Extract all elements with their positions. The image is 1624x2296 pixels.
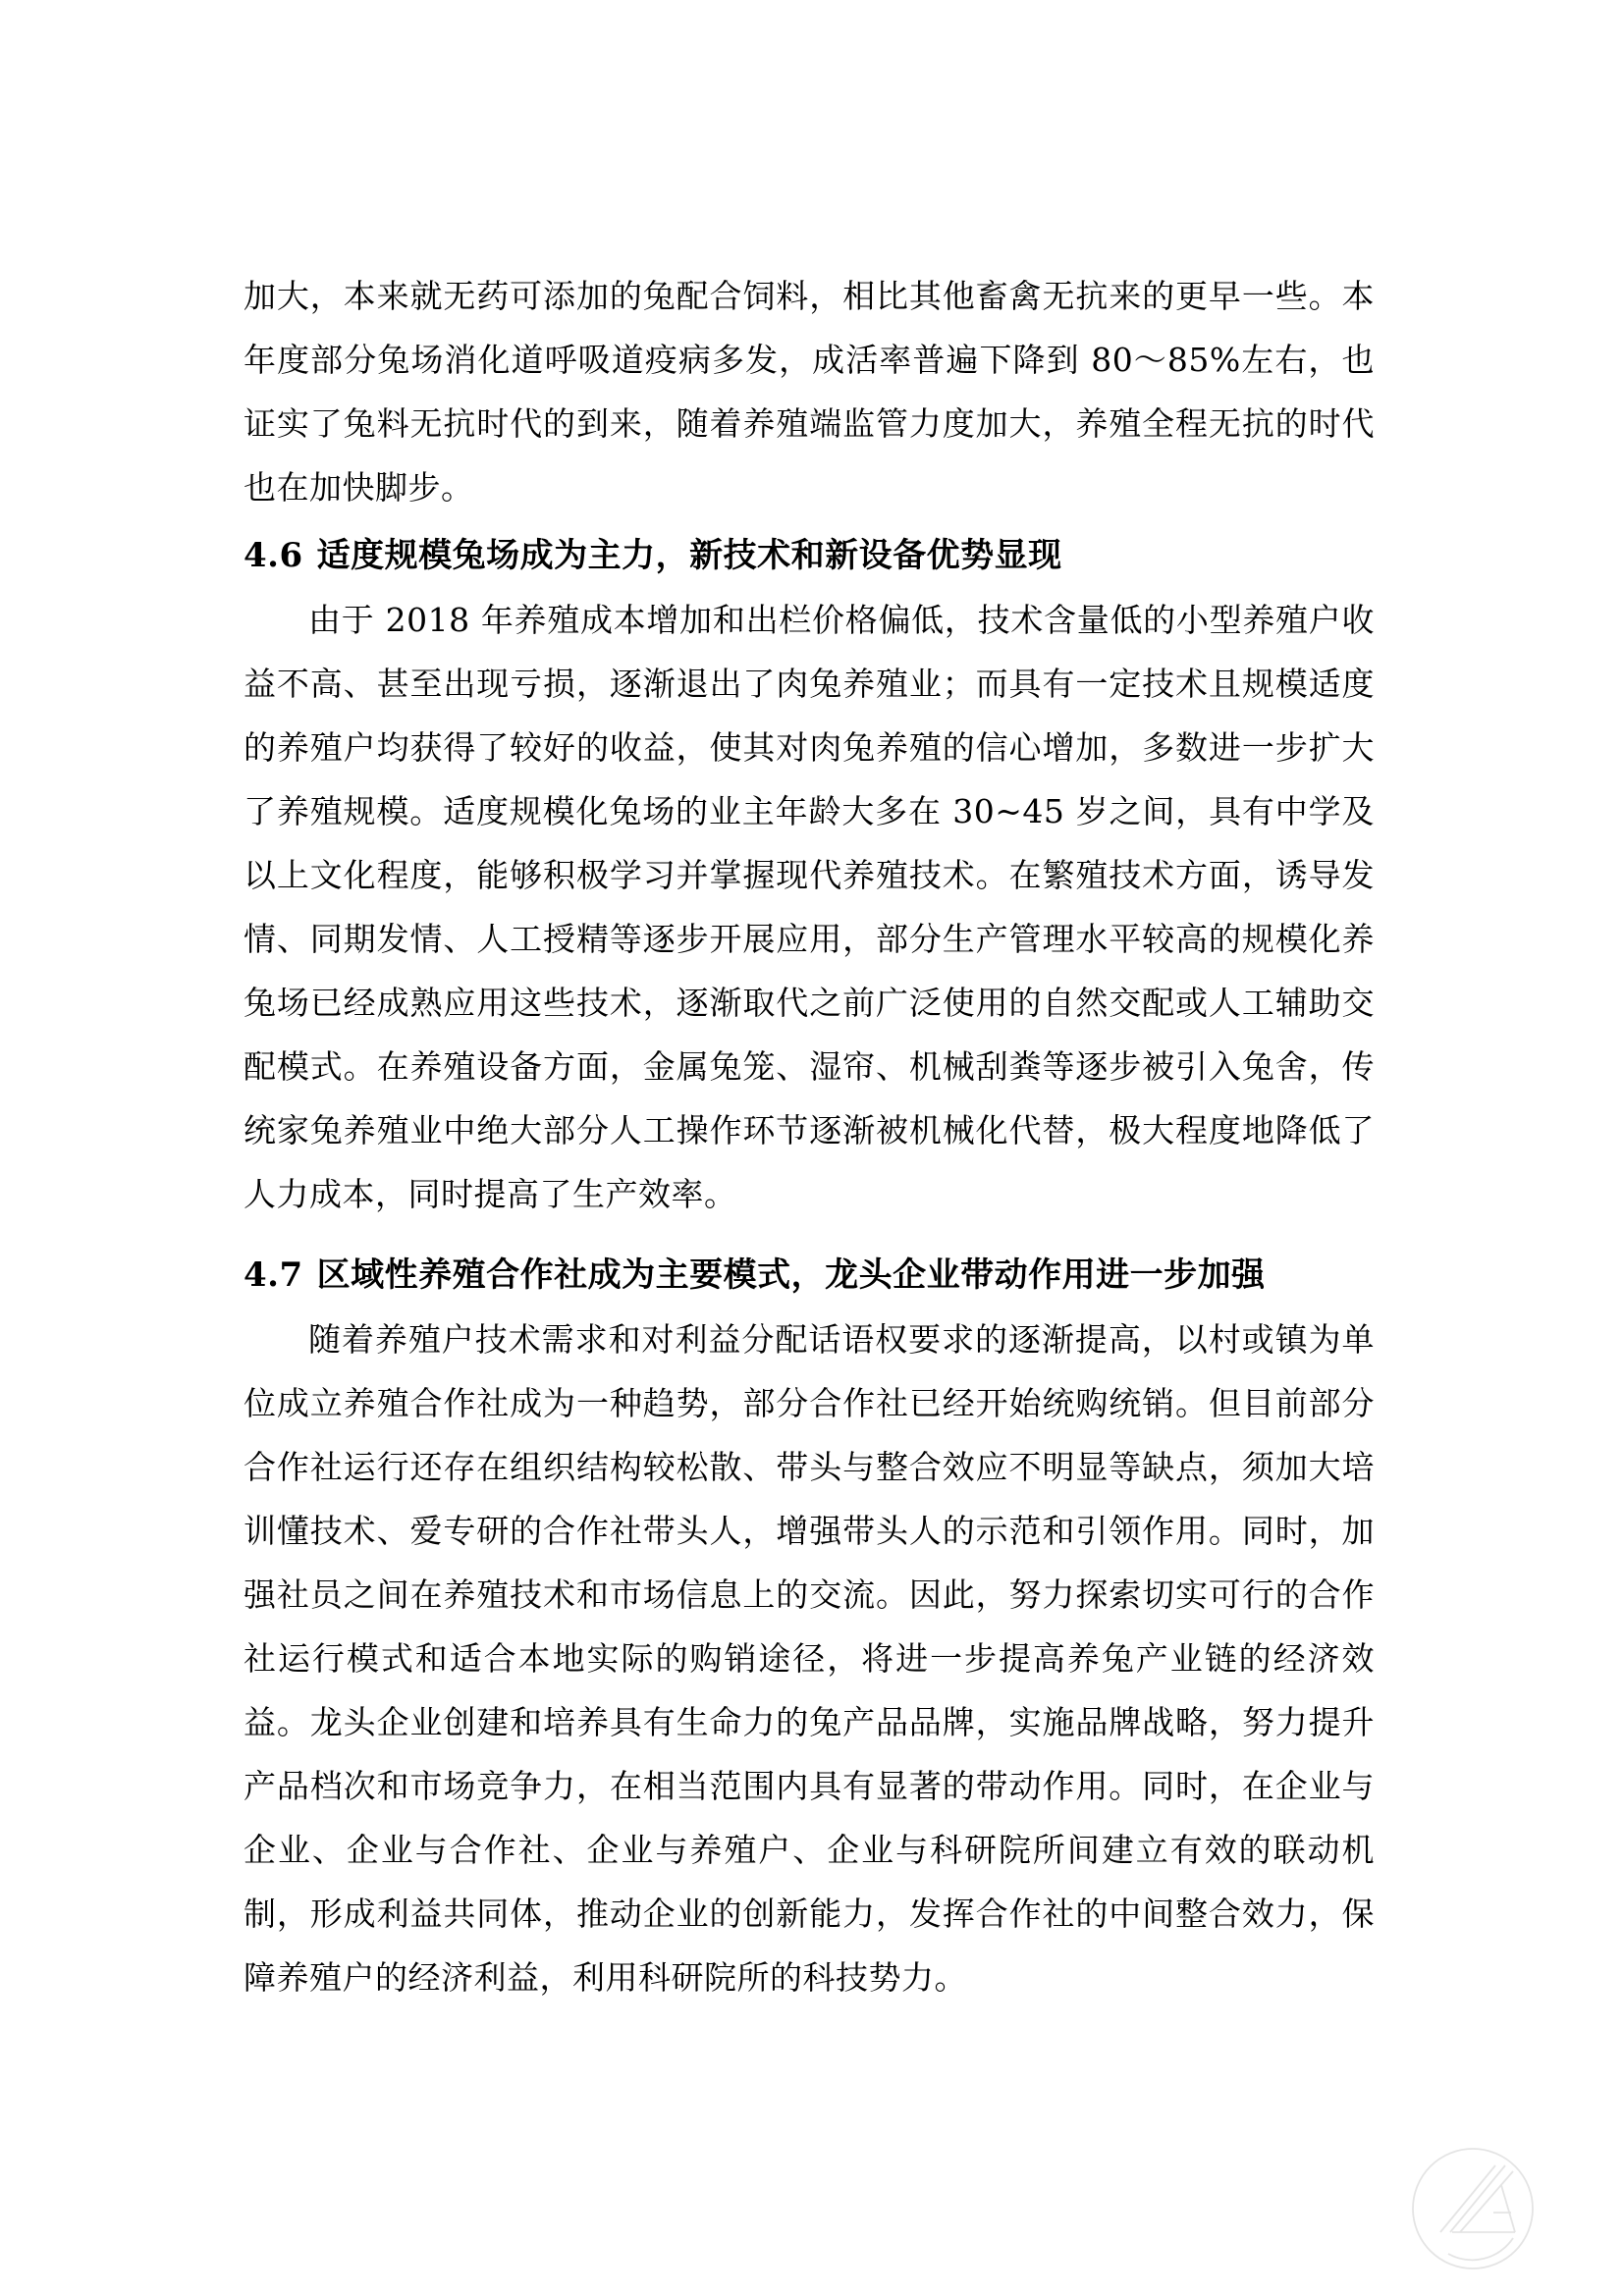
section-4-7-heading xyxy=(244,1244,1375,1308)
section-4-6-paragraph: 由于 2018 年养殖成本增加和出栏价格偏低，技术含量低的小型养殖户收益不高、甚至出现亏损，逐渐退出了肉兔养殖业；而具有一定技术且规模适度的养殖户均获得了较好的收益，使其对肉兔养殖的信心增加，多数进一步扩大了养殖规模。适度规模化兔场的业主年龄大多在 30~45 岁之间，具有中学及以上文化程度，能够积极学习并掌握现代养殖技术。在繁殖技术方面，诱导发情、同期发情、人工授精等逐步开展应用，部分生产管理水平较高的规模化养兔场已经成熟应用这些技术，逐渐取代之前广泛使用的自然交配或人工辅助交配模式。在养殖设备方面，金属兔笼、湿帘、机械刮粪等逐步被引入兔舍，传统家兔养殖业中绝大部分人工操作环节逐渐被机械化代替，极大程度地降低了人力成本，同时提高了生产效率。 xyxy=(244,601,1375,1213)
section-4-6-heading xyxy=(244,524,1375,588)
continuation-paragraph: 加大，本来就无药可添加的兔配合饲料，相比其他畜禽无抗来的更早一些。本年度部分兔场消化道呼吸道疫病多发，成活率普遍下降到 80～85%左右，也证实了兔料无抗时代的到来，随着养殖端监管力度加大，养殖全程无抗的时代也在加快脚步。 xyxy=(244,277,1375,507)
section-number: 4.7 xyxy=(244,1255,303,1295)
section-title: 区域性养殖合作社成为主要模式，龙头企业带动作用进一步加强 xyxy=(316,1255,1266,1295)
section-number: 4.6 xyxy=(244,536,303,575)
section-4-7-paragraph: 随着养殖户技术需求和对利益分配话语权要求的逐渐提高，以村或镇为单位成立养殖合作社成为一种趋势，部分合作社已经开始统购统销。但目前部分合作社运行还存在组织结构较松散、带头与整合效应不明显等缺点，须加大培训懂技术、爱专研的合作社带头人，增强带头人的示范和引领作用。同时，加强社员之间在养殖技术和市场信息上的交流。因此，努力探索切实可行的合作社运行模式和适合本地实际的购销途径，将进一步提高养兔产业链的经济效益。龙头企业创建和培养具有生命力的兔产品品牌，实施品牌战略，努力提升产品档次和市场竞争力，在相当范围内具有显著的带动作用。同时，在企业与企业、企业与合作社、企业与养殖户、企业与科研院所间建立有效的联动机制，形成利益共同体，推动企业的创新能力，发挥合作社的中间整合效力，保障养殖户的经济利益，利用科研院所的科技势力。 xyxy=(244,1320,1375,1997)
section-title: 适度规模兔场成为主力，新技术和新设备优势显现 xyxy=(316,536,1062,575)
text-content xyxy=(244,264,1375,2009)
circular-logo-watermark-icon xyxy=(1411,2146,1542,2273)
